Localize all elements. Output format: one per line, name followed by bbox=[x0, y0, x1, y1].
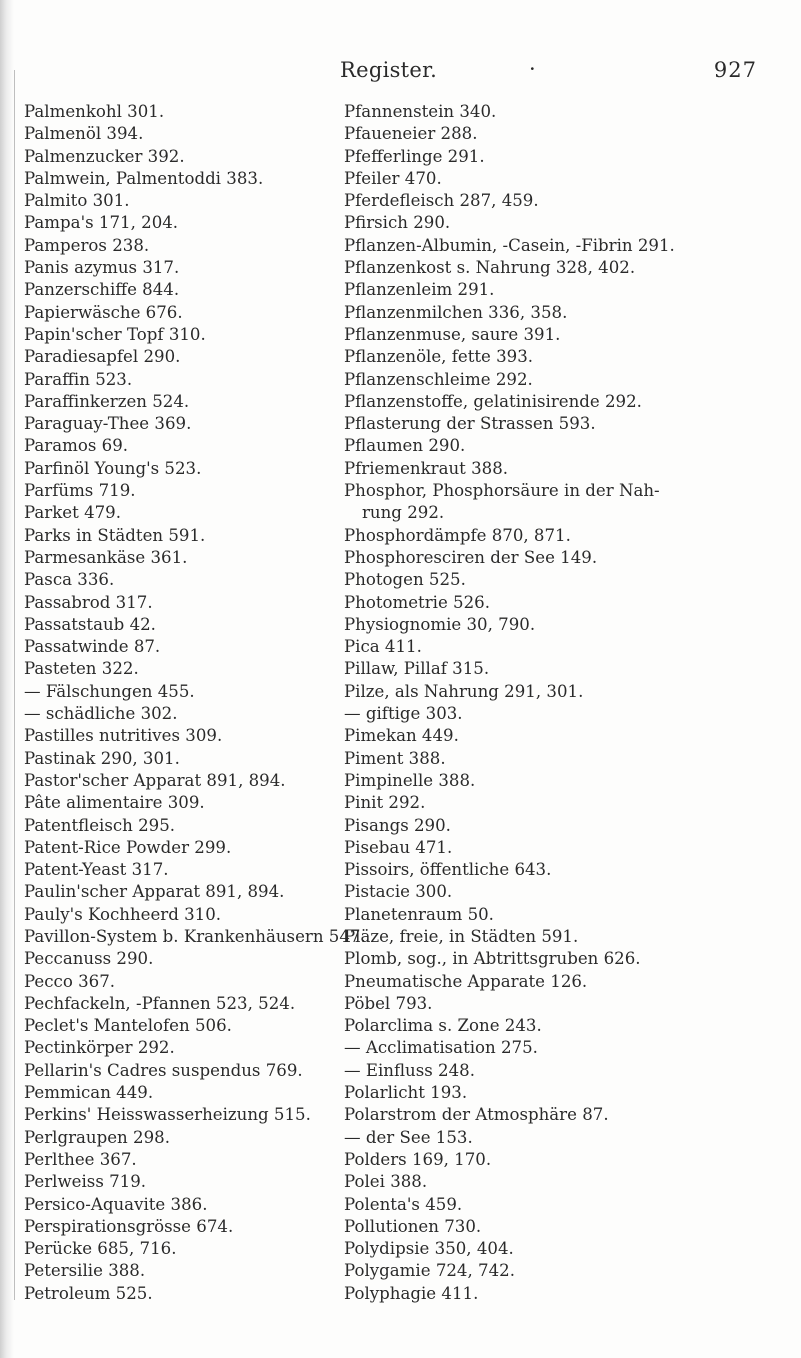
index-entry: Phosphordämpfe 870, 871. bbox=[344, 525, 571, 545]
index-entry: Pfirsich 290. bbox=[344, 213, 451, 233]
index-entry: Parfinöl Young's 523. bbox=[24, 458, 202, 478]
index-entry: — schädliche 302. bbox=[24, 704, 178, 724]
index-entry: Physiognomie 30, 790. bbox=[344, 614, 536, 634]
index-entry: Pollutionen 730. bbox=[344, 1216, 482, 1236]
index-entry: Pastinak 290, 301. bbox=[24, 748, 180, 768]
index-entry: Phosphoresciren der See 149. bbox=[344, 547, 598, 567]
index-entry: Pâte alimentaire 309. bbox=[24, 793, 205, 813]
index-entry: Pastor'scher Apparat 891, 894. bbox=[24, 770, 286, 790]
index-entry: Photometrie 526. bbox=[344, 592, 491, 612]
index-entry: Pflasterung der Strassen 593. bbox=[344, 414, 596, 434]
index-entry: Polei 388. bbox=[344, 1172, 428, 1192]
index-entry: Pflanzenstoffe, gelatinisirende 292. bbox=[344, 391, 642, 411]
index-entry: — giftige 303. bbox=[344, 704, 463, 724]
index-entry: Paraguay-Thee 369. bbox=[24, 414, 192, 434]
index-entry: Pauly's Kochheerd 310. bbox=[24, 904, 222, 924]
index-entry: Pamperos 238. bbox=[24, 235, 150, 255]
index-entry: Pflanzenleim 291. bbox=[344, 280, 495, 300]
index-entry: Pläze, freie, in Städten 591. bbox=[344, 926, 579, 946]
index-entry: Pflanzenmilchen 336, 358. bbox=[344, 302, 568, 322]
page-number: 927 bbox=[713, 58, 757, 82]
index-entry: Pfefferlinge 291. bbox=[344, 146, 485, 166]
running-header bbox=[0, 58, 801, 88]
index-entry: Persico-Aquavite 386. bbox=[24, 1194, 208, 1214]
index-entry: Parket 479. bbox=[24, 503, 122, 523]
index-entry: Pflanzenöle, fette 393. bbox=[344, 347, 534, 367]
index-entry: Papierwäsche 676. bbox=[24, 302, 183, 322]
index-entry: Photogen 525. bbox=[344, 570, 466, 590]
index-entry: Passatstaub 42. bbox=[24, 614, 156, 634]
index-entry: Pöbel 793. bbox=[344, 993, 433, 1013]
index-entry: Peclet's Mantelofen 506. bbox=[24, 1016, 232, 1036]
index-entry: Patentfleisch 295. bbox=[24, 815, 176, 835]
index-entry: Palmwein, Palmentoddi 383. bbox=[24, 168, 264, 188]
index-entry: Pneumatische Apparate 126. bbox=[344, 971, 588, 991]
index-entry: Polders 169, 170. bbox=[344, 1149, 492, 1169]
index-entry: Palmenzucker 392. bbox=[24, 146, 185, 166]
index-entry: Plomb, sog., in Abtrittsgruben 626. bbox=[344, 949, 641, 969]
index-entry: Pasteten 322. bbox=[24, 659, 139, 679]
index-entry: Pflanzenkost s. Nahrung 328, 402. bbox=[344, 258, 636, 278]
index-entry: Passabrod 317. bbox=[24, 592, 153, 612]
index-entry: Perspirationsgrösse 674. bbox=[24, 1216, 234, 1236]
index-entry: Palmito 301. bbox=[24, 191, 130, 211]
index-entry: Pfeiler 470. bbox=[344, 168, 442, 188]
index-entry: Pflanzen-Albumin, -Casein, -Fibrin 291. bbox=[344, 235, 675, 255]
index-entry: Pastilles nutritives 309. bbox=[24, 726, 223, 746]
index-entry: Pflanzenmuse, saure 391. bbox=[344, 324, 561, 344]
index-entry: Pectinkörper 292. bbox=[24, 1038, 175, 1058]
index-entry: Pecco 367. bbox=[24, 971, 116, 991]
index-entry: Perücke 685, 716. bbox=[24, 1239, 177, 1259]
index-entry: Pillaw, Pillaf 315. bbox=[344, 659, 490, 679]
index-entry: Pasca 336. bbox=[24, 570, 115, 590]
index-entry: Perlgraupen 298. bbox=[24, 1127, 170, 1147]
index-entry: Pimekan 449. bbox=[344, 726, 459, 746]
index-entry: Pilze, als Nahrung 291, 301. bbox=[344, 681, 584, 701]
index-entry: Polarstrom der Atmosphäre 87. bbox=[344, 1105, 609, 1125]
index-entry: Pemmican 449. bbox=[24, 1083, 154, 1103]
index-entry: Planetenraum 50. bbox=[344, 904, 494, 924]
index-entry: Pinit 292. bbox=[344, 793, 426, 813]
index-entry: — der See 153. bbox=[344, 1127, 473, 1147]
index-entry: Paradiesapfel 290. bbox=[24, 347, 181, 367]
index-entry: Paraffin 523. bbox=[24, 369, 133, 389]
index-entry: Perlweiss 719. bbox=[24, 1172, 147, 1192]
page-spine-shadow bbox=[0, 0, 14, 1358]
index-entry: Paramos 69. bbox=[24, 436, 129, 456]
index-entry: Patent-Yeast 317. bbox=[24, 860, 169, 880]
index-entry: — Fälschungen 455. bbox=[24, 681, 195, 701]
index-entry: Papin'scher Topf 310. bbox=[24, 324, 206, 344]
index-entry: Panis azymus 317. bbox=[24, 258, 180, 278]
index-entry: Petroleum 525. bbox=[24, 1283, 153, 1303]
index-entry: Parfüms 719. bbox=[24, 481, 136, 501]
index-entry: Pampa's 171, 204. bbox=[24, 213, 179, 233]
index-entry: — Acclimatisation 275. bbox=[344, 1038, 538, 1058]
index-entry: Paulin'scher Apparat 891, 894. bbox=[24, 882, 285, 902]
index-entry: Piment 388. bbox=[344, 748, 446, 768]
header-title: Register. bbox=[340, 58, 438, 82]
index-entry: Polydipsie 350, 404. bbox=[344, 1239, 514, 1259]
index-entry: Pfaueneier 288. bbox=[344, 124, 478, 144]
index-entry: Polygamie 724, 742. bbox=[344, 1261, 515, 1281]
index-entry: Pfriemenkraut 388. bbox=[344, 458, 509, 478]
index-entry: Phosphor, Phosphorsäure in der Nah- bbox=[344, 481, 660, 501]
header-separator: · bbox=[529, 57, 536, 81]
index-entry: Parmesankäse 361. bbox=[24, 547, 188, 567]
index-entry: Palmenöl 394. bbox=[24, 124, 144, 144]
page-spine-edge bbox=[14, 70, 15, 1300]
index-entry: — Einfluss 248. bbox=[344, 1060, 475, 1080]
index-entry-continuation: rung 292. bbox=[362, 503, 445, 523]
index-entry: Pisangs 290. bbox=[344, 815, 451, 835]
index-entry: Polarclima s. Zone 243. bbox=[344, 1016, 542, 1036]
index-entry: Pistacie 300. bbox=[344, 882, 453, 902]
index-entry: Pica 411. bbox=[344, 637, 422, 657]
index-entry: Patent-Rice Powder 299. bbox=[24, 837, 232, 857]
index-entry: Peccanuss 290. bbox=[24, 949, 154, 969]
index-entry: Pflaumen 290. bbox=[344, 436, 466, 456]
index-entry: Pflanzenschleime 292. bbox=[344, 369, 533, 389]
index-entry: Polarlicht 193. bbox=[344, 1083, 468, 1103]
index-entry: Pellarin's Cadres suspendus 769. bbox=[24, 1060, 303, 1080]
index-entry: Perkins' Heisswasserheizung 515. bbox=[24, 1105, 311, 1125]
index-entry: Pisebau 471. bbox=[344, 837, 453, 857]
index-entry: Parks in Städten 591. bbox=[24, 525, 206, 545]
index-entry: Perlthee 367. bbox=[24, 1149, 137, 1169]
index-entry: Panzerschiffe 844. bbox=[24, 280, 180, 300]
index-entry: Pavillon-System b. Krankenhäusern 547. bbox=[24, 926, 366, 946]
index-entry: Pferdefleisch 287, 459. bbox=[344, 191, 539, 211]
index-entry: Passatwinde 87. bbox=[24, 637, 161, 657]
index-entry: Palmenkohl 301. bbox=[24, 102, 165, 121]
index-entry: Pimpinelle 388. bbox=[344, 770, 476, 790]
index-entry: Pissoirs, öffentliche 643. bbox=[344, 860, 552, 880]
index-entry: Pfannenstein 340. bbox=[344, 102, 497, 121]
index-entry: Pechfackeln, -Pfannen 523, 524. bbox=[24, 993, 296, 1013]
index-entry: Polenta's 459. bbox=[344, 1194, 463, 1214]
index-entry: Polyphagie 411. bbox=[344, 1283, 479, 1303]
index-column-right bbox=[344, 101, 784, 1305]
index-entry: Petersilie 388. bbox=[24, 1261, 146, 1281]
index-entry: Paraffinkerzen 524. bbox=[24, 391, 190, 411]
